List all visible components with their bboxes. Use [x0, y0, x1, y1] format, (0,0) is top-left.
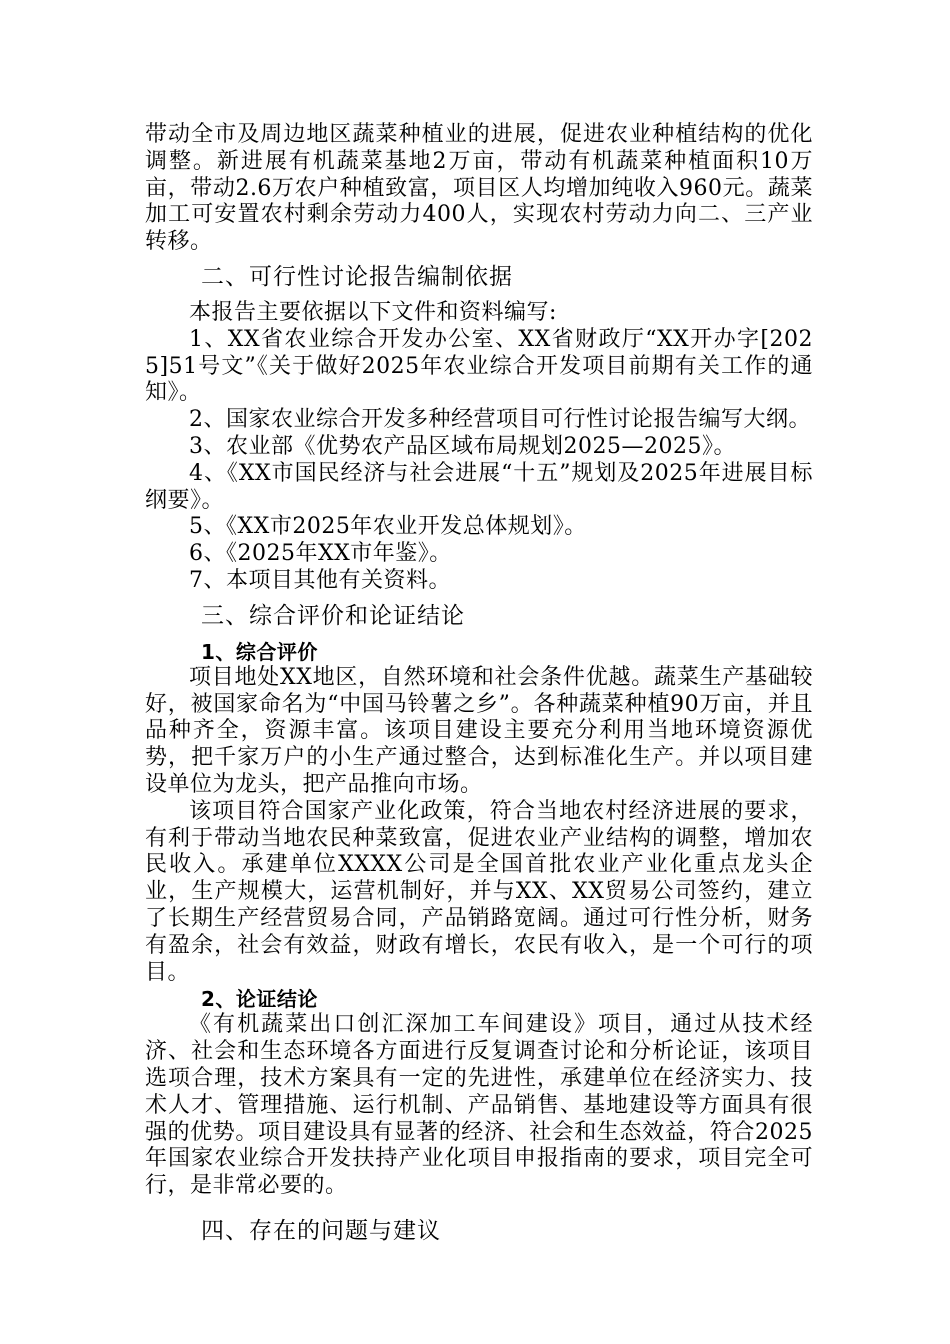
conclusion-paragraph: 《有机蔬菜出口创汇深加工车间建设》项目，通过从技术经济、社会和生态环境各方面进行反复调查讨论和分析论证，该项目选项合理，技术方案具有一定的先进性，承建单位在经济实力、技术人才、管理措施、运行机制、产品销售、基地建设等方面具有很强的优势。项目建设具有显著的经济、社会和生态效益，符合2025年国家农业综合开发扶持产业化项目申报指南的要求，项目完全可行，是非常必要的。 [145, 1012, 813, 1199]
basis-item-4: 4、《XX市国民经济与社会进展“十五”规划及2025年进展目标纲要》。 [145, 460, 813, 513]
subheading-conclusion: 2、论证结论 [201, 987, 318, 1012]
basis-item-5: 5、《XX市2025年农业开发总体规划》。 [189, 514, 587, 540]
section-heading-basis: 二、可行性讨论报告编制依据 [201, 263, 513, 290]
intro-paragraph: 带动全市及周边地区蔬菜种植业的进展，促进农业种植结构的优化调整。新进展有机蔬菜基地2万亩，带动有机蔬菜种植面积10万亩，带动2.6万农户种植致富，项目区人均增加纯收入960元。蔬菜加工可安置农村剩余劳动力400人，实现农村劳动力向二、三产业转移。 [145, 122, 813, 255]
basis-item-6: 6、《2025年XX市年鉴》。 [189, 541, 452, 567]
basis-item-7: 7、本项目其他有关资料。 [189, 567, 451, 593]
basis-lead: 本报告主要依据以下文件和资料编写: [189, 299, 557, 325]
basis-item-1: 1、XX省农业综合开发办公室、XX省财政厅“XX开办字[2025]51号文”《关于做好2025年农业综合开发项目前期有关工作的通知》。 [145, 326, 813, 406]
document-page [145, 122, 813, 1254]
evaluation-paragraph-1: 项目地处XX地区，自然环境和社会条件优越。蔬菜生产基础较好，被国家命名为“中国马铃薯之乡”。各种蔬菜种植90万亩，并且品种齐全，资源丰富。该项目建设主要充分利用当地环境资源优势，把千家万户的小生产通过整合，达到标准化生产。并以项目建设单位为龙头，把产品推向市场。 [145, 664, 813, 797]
basis-item-3: 3、农业部《优势农产品区域布局规划2025—2025》。 [189, 433, 736, 459]
section-heading-evaluation: 三、综合评价和论证结论 [201, 602, 465, 629]
evaluation-paragraph-2: 该项目符合国家产业化政策，符合当地农村经济进展的要求，有利于带动当地农民种菜致富，促进农业产业结构的调整，增加农民收入。承建单位XXXX公司是全国首批农业产业化重点龙头企业，生产规模大，运营机制好，并与XX、XX贸易公司签约，建立了长期生产经营贸易合同，产品销路宽阔。通过可行性分析，财务有盈余，社会有效益，财政有增长，农民有收入，是一个可行的项目。 [145, 798, 813, 985]
basis-item-2: 2、国家农业综合开发多种经营项目可行性讨论报告编写大纲。 [189, 407, 811, 433]
section-heading-issues: 四、存在的问题与建议 [201, 1217, 441, 1244]
subheading-evaluation: 1、综合评价 [201, 639, 318, 664]
